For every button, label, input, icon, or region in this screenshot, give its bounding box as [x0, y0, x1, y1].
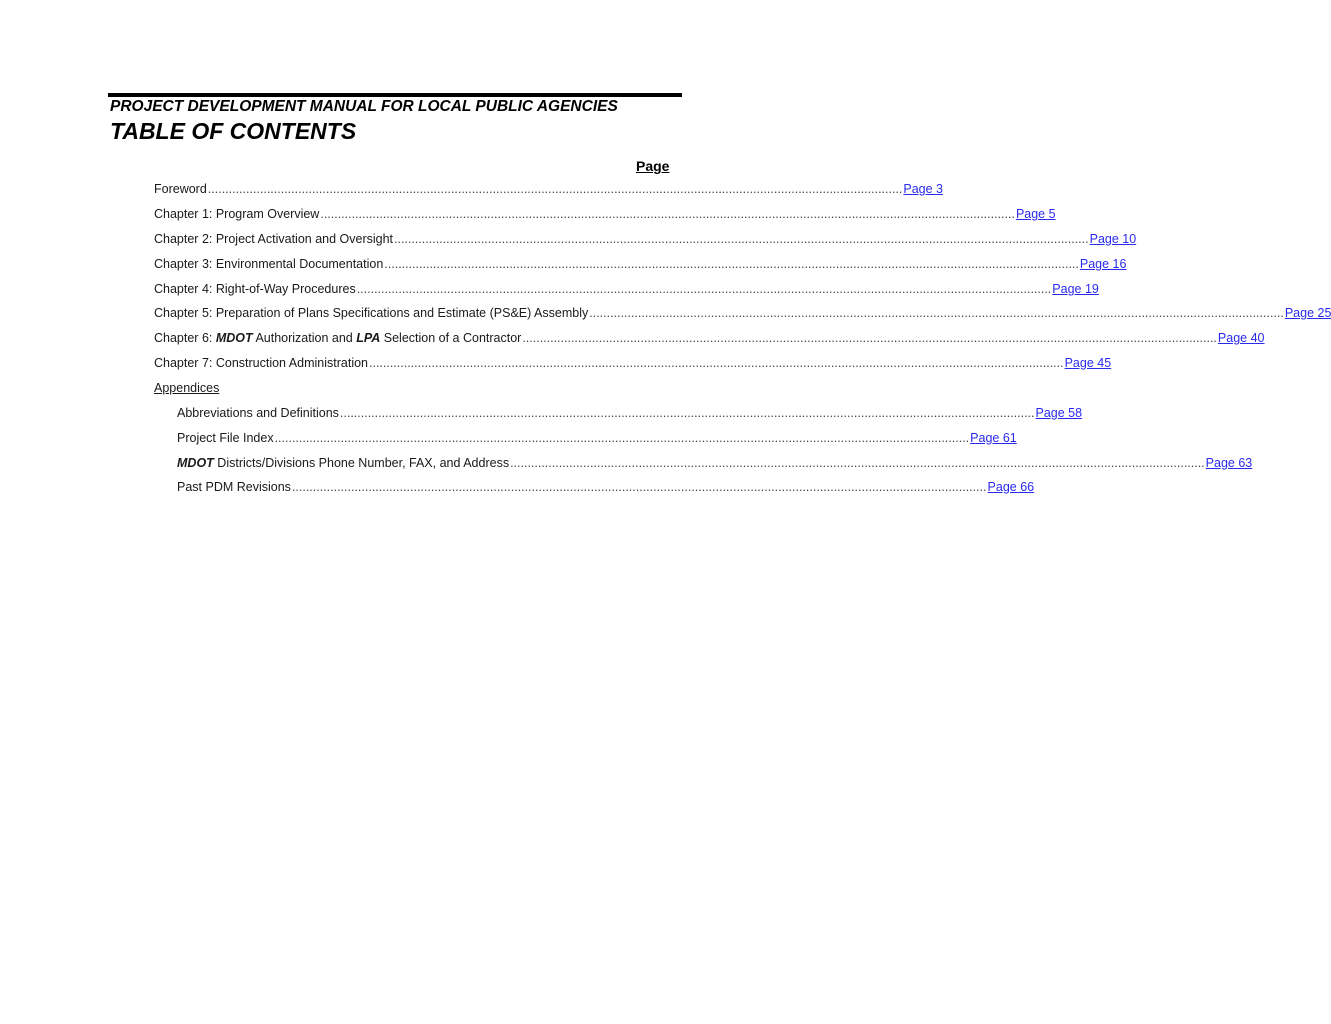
toc-entry-label — [177, 456, 509, 470]
toc-entry-label: Foreword — [154, 182, 207, 196]
appendix-entry-past-revisions[interactable] — [177, 480, 1035, 500]
toc-entry-foreword[interactable] — [154, 182, 944, 202]
toc-label-suffix: Selection of a Contractor — [380, 331, 522, 345]
toc-entry-chapter-2[interactable] — [154, 232, 1137, 252]
toc-label-prefix: Chapter 6: — [154, 331, 216, 345]
appendix-entry-abbreviations[interactable] — [177, 406, 1083, 426]
toc-page-link[interactable]: Page 40 — [1217, 331, 1265, 345]
appendix-entry-project-file-index[interactable] — [177, 431, 1017, 451]
mdot-emphasis: MDOT — [177, 456, 214, 470]
toc-leader-dots: ........................................................................................................................................................................................................ — [320, 207, 1015, 221]
toc-entry-label: Chapter 2: Project Activation and Oversight — [154, 232, 394, 246]
header-rule — [108, 93, 682, 97]
toc-leader-dots: ........................................................................................................................................................................................................ — [356, 282, 1052, 296]
toc-leader-dots: ........................................................................................................................................................................................................ — [589, 306, 1284, 320]
toc-leader-dots: ........................................................................................................................................................................................................ — [394, 232, 1089, 246]
toc-page-link[interactable]: Page 61 — [970, 431, 1017, 445]
toc-leader-dots: ........................................................................................................................................................................................................ — [510, 456, 1205, 470]
toc-leader-dots: ........................................................................................................................................................................................................ — [384, 257, 1079, 271]
toc-entry-label: Project File Index — [177, 431, 274, 445]
toc-page-link[interactable]: Page 10 — [1089, 232, 1137, 246]
toc-entry-chapter-6[interactable] — [154, 331, 1265, 351]
toc-page-link[interactable]: Page 45 — [1064, 356, 1112, 370]
toc-entry-chapter-3[interactable] — [154, 257, 1127, 277]
toc-leader-dots: ........................................................................................................................................................................................................ — [522, 331, 1217, 345]
toc-entry-label — [154, 331, 521, 345]
appendices-heading[interactable]: Appendices — [154, 381, 220, 395]
toc-label-middle: Authorization and — [252, 331, 357, 345]
toc-leader-dots: ........................................................................................................................................................................................................ — [207, 182, 903, 196]
toc-entry-label: Chapter 4: Right-of-Way Procedures — [154, 282, 356, 296]
toc-page-link[interactable]: Page 5 — [1015, 207, 1056, 221]
toc-page-link[interactable]: Page 25 — [1284, 306, 1331, 320]
toc-label-suffix: Districts/Divisions Phone Number, FAX, and Address — [213, 456, 510, 470]
document-subtitle: PROJECT DEVELOPMENT MANUAL FOR LOCAL PUBLIC AGENCIES — [110, 98, 618, 115]
toc-entry-chapter-7[interactable] — [154, 356, 1112, 376]
toc-entry-label: Past PDM Revisions — [177, 480, 291, 494]
toc-entry-label: Chapter 3: Environmental Documentation — [154, 257, 384, 271]
toc-entry-label: Abbreviations and Definitions — [177, 406, 339, 420]
toc-leader-dots: ........................................................................................................................................................................................................ — [339, 406, 1035, 420]
page-column-heading: Page — [636, 158, 670, 174]
toc-leader-dots: ........................................................................................................................................................................................................ — [274, 431, 970, 445]
toc-entry-label: Chapter 1: Program Overview — [154, 207, 320, 221]
toc-entry-label: Chapter 5: Preparation of Plans Specifications and Estimate (PS&E) Assembly — [154, 306, 589, 320]
toc-page-link[interactable]: Page 16 — [1079, 257, 1127, 271]
page-title: TABLE OF CONTENTS — [110, 118, 357, 144]
toc-page-link[interactable]: Page 19 — [1052, 282, 1099, 296]
toc-entry-chapter-1[interactable] — [154, 207, 1056, 227]
mdot-emphasis: MDOT — [215, 331, 253, 345]
toc-entry-label: Chapter 7: Construction Administration — [154, 356, 368, 370]
toc-page-link[interactable]: Page 66 — [987, 480, 1035, 494]
toc-leader-dots: ........................................................................................................................................................................................................ — [291, 480, 987, 494]
appendix-entry-mdot-contacts[interactable] — [177, 456, 1253, 476]
toc-entry-chapter-4[interactable] — [154, 282, 1099, 302]
lpa-emphasis: LPA — [356, 331, 381, 345]
toc-leader-dots: ........................................................................................................................................................................................................ — [369, 356, 1064, 370]
toc-entry-chapter-5[interactable] — [154, 306, 1331, 326]
toc-page-link[interactable]: Page 3 — [903, 182, 944, 196]
toc-page-link[interactable]: Page 58 — [1035, 406, 1083, 420]
toc-page-link[interactable]: Page 63 — [1205, 456, 1253, 470]
